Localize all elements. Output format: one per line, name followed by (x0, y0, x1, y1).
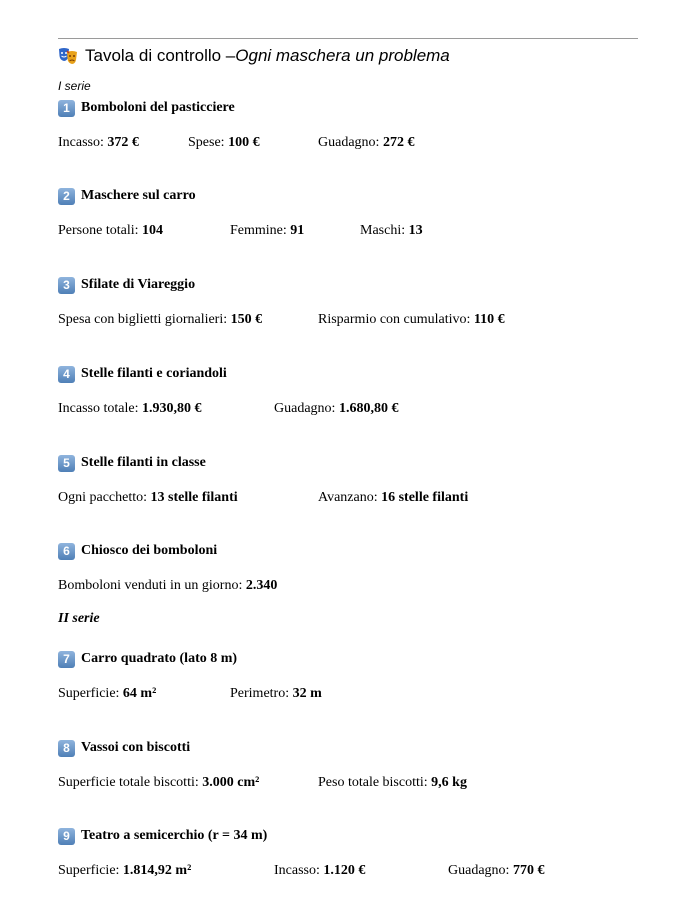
answer-label: Persone totali: (58, 223, 142, 238)
problem-heading (58, 187, 658, 205)
answer-label: Risparmio con cumulativo: (318, 312, 474, 327)
problem-title: Carro quadrato (lato 8 m) (81, 651, 238, 666)
answer-value: 64 m² (122, 686, 157, 701)
answer-value: 16 stelle filanti (381, 490, 469, 505)
answer-item (58, 223, 163, 239)
answer-item (58, 686, 156, 702)
problem-title: Sfilate di Viareggio (81, 277, 196, 292)
problem-section (58, 827, 658, 881)
answer-value: 1.814,92 m² (122, 863, 192, 878)
answer-row (58, 135, 658, 153)
answer-value: 104 (142, 223, 163, 238)
problem-title: Maschere sul carro (81, 188, 196, 203)
answer-item (58, 490, 238, 506)
problem-section (58, 187, 658, 241)
number-badge-icon: 5 (58, 455, 75, 472)
answer-value: 1.930,80 € (141, 401, 202, 416)
answer-row (58, 686, 658, 704)
series-label-1: I serie (58, 79, 91, 93)
problem-title: Stelle filanti in classe (81, 455, 206, 470)
problem-section (58, 276, 658, 330)
theater-masks-icon (58, 46, 78, 66)
answer-row (58, 775, 658, 793)
number-badge-icon: 7 (58, 651, 75, 668)
answer-label: Maschi: (360, 223, 409, 238)
answer-item (318, 135, 414, 151)
answer-row (58, 223, 658, 241)
answer-value: 32 m (292, 686, 322, 701)
number-badge-icon: 9 (58, 828, 75, 845)
answer-item (58, 312, 262, 328)
answer-value: 150 € (230, 312, 263, 327)
answer-row (58, 312, 658, 330)
problem-heading (58, 365, 658, 383)
answer-value: 1.120 € (323, 863, 366, 878)
answer-label: Femmine: (230, 223, 291, 238)
problem-heading (58, 454, 658, 472)
answer-item (58, 863, 191, 879)
problem-heading (58, 739, 658, 757)
answer-item (230, 686, 322, 702)
number-badge-icon: 4 (58, 366, 75, 383)
answer-value: 110 € (473, 312, 505, 327)
problem-heading (58, 650, 658, 668)
answer-row (58, 490, 658, 508)
answer-item (448, 863, 544, 879)
answer-item (318, 312, 505, 328)
answer-row (58, 863, 658, 881)
answer-item (58, 578, 277, 594)
problem-title: Stelle filanti e coriandoli (81, 366, 227, 381)
answer-value: 3.000 cm² (202, 775, 260, 790)
answer-label: Guadagno: (448, 863, 513, 878)
answer-label: Bomboloni venduti in un giorno: (58, 578, 246, 593)
problem-section (58, 739, 658, 793)
answer-item (274, 401, 398, 417)
problem-section (58, 454, 658, 508)
top-divider (58, 38, 638, 39)
answer-item (58, 401, 201, 417)
answer-row (58, 578, 658, 596)
answer-item (318, 490, 468, 506)
answer-label: Superficie: (58, 686, 123, 701)
answer-value: 13 stelle filanti (150, 490, 238, 505)
number-badge-icon: 2 (58, 188, 75, 205)
number-badge-icon: 3 (58, 277, 75, 294)
answer-value: 1.680,80 € (338, 401, 399, 416)
problem-section (58, 365, 658, 419)
problem-section (58, 99, 658, 153)
problem-title: Bomboloni del pasticciere (81, 100, 235, 115)
answer-label: Guadagno: (318, 135, 383, 150)
problem-section (58, 542, 658, 596)
answer-item (188, 135, 260, 151)
number-badge-icon: 6 (58, 543, 75, 560)
problem-heading (58, 827, 658, 845)
problem-title: Vassoi con biscotti (81, 740, 191, 755)
problem-heading (58, 542, 658, 560)
page-title (58, 46, 450, 66)
answer-label: Incasso: (274, 863, 324, 878)
answer-item (360, 223, 423, 239)
answer-value: 372 € (107, 135, 139, 150)
answer-value: 13 (408, 223, 423, 238)
answer-label: Spesa con biglietti giornalieri: (58, 312, 231, 327)
problem-section (58, 650, 658, 704)
answer-item (58, 135, 139, 151)
problem-heading (58, 276, 658, 294)
problem-heading (58, 99, 658, 117)
answer-value: 9,6 kg (431, 775, 467, 790)
answer-label: Spese: (188, 135, 229, 150)
answer-item (230, 223, 304, 239)
number-badge-icon: 1 (58, 100, 75, 117)
title-plain: Tavola di controllo – (85, 46, 236, 65)
problem-title: Chiosco dei bomboloni (81, 543, 218, 558)
answer-value: 770 € (512, 863, 545, 878)
series-label-2: II serie (58, 611, 100, 626)
answer-label: Superficie totale biscotti: (58, 775, 203, 790)
answer-label: Peso totale biscotti: (318, 775, 432, 790)
answer-value: 100 € (228, 135, 260, 150)
answer-label: Superficie: (58, 863, 123, 878)
answer-row (58, 401, 658, 419)
answer-item (58, 775, 259, 791)
answer-label: Ogni pacchetto: (58, 490, 151, 505)
answer-item (274, 863, 365, 879)
answer-value: 91 (290, 223, 305, 238)
number-badge-icon: 8 (58, 740, 75, 757)
answer-value: 272 € (382, 135, 415, 150)
answer-label: Incasso: (58, 135, 108, 150)
answer-label: Guadagno: (274, 401, 339, 416)
answer-label: Avanzano: (318, 490, 382, 505)
title-italic: Ogni maschera un problema (235, 46, 450, 65)
answer-label: Incasso totale: (58, 401, 142, 416)
answer-item (318, 775, 467, 791)
answer-value: 2.340 (245, 578, 278, 593)
problem-title: Teatro a semicerchio (r = 34 m) (81, 828, 268, 843)
answer-label: Perimetro: (230, 686, 293, 701)
